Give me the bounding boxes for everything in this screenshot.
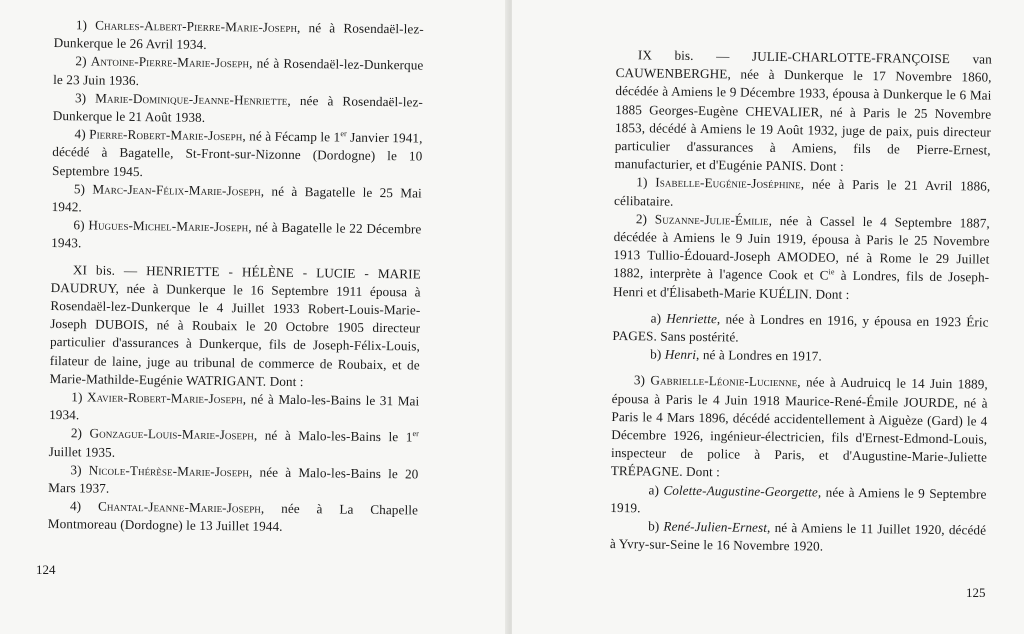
child-name: Marc-Jean-Félix-Marie-Joseph bbox=[92, 181, 261, 199]
child-name: Marie-Dominique-Jeanne-Henriette bbox=[95, 90, 288, 108]
grandchild-entry: b) Henri, né à Londres en 1917. bbox=[650, 346, 822, 364]
grandchild-entry: a) Henriette, née à Londres en 1916, y épousa en 1923 Éric PAGES. Sans postérité. bbox=[612, 310, 989, 345]
section-xi-bis: XI bis. — HENRIETTE - HÉLÈNE - LUCIE - MARIE DAUDRUY, née à Dunkerque le 16 Septembre 1911 épousa à Rosendaël-lez-Dunkerque le 4 Juillet 1933 Robert-Louis-Marie-Joseph DUBOIS, né à Roubaix le 20 Octobre 1905 directeur particulier d'assurances à Dunkerque, fils de Joseph-Félix-Louis, filateur de laine, juge au tribunal de commerce de Roubaix, et de Marie-Mathilde-Eugénie WATRIGANT. Dont : bbox=[49, 261, 421, 389]
child-entry: 3) Gabrielle-Léonie-Lucienne, née à Audruicq le 14 Juin 1889, épousa à Paris le 4 Juin 1918 Maurice-René-Émile JOURDE, né à Paris le 4 Mars 1896, décédé accidentellement à Aiguèze (Gard) le 4 Décembre 1926, ingénieur-électricien, fils d'Ernest-Edmond-Louis, inspecteur de police à Paris, et d'Augustine-Marie-Juliette TRÉPAGNE. Dont : bbox=[610, 372, 988, 480]
child-entry: 3) Nicole-Thérèse-Marie-Joseph, née à Malo-les-Bains le 20 Mars 1937. bbox=[48, 462, 419, 496]
child-name: Hugues-Michel-Marie-Joseph bbox=[88, 217, 249, 235]
child-entry: 3) Marie-Dominique-Jeanne-Henriette, née à Rosendaël-lez-Dunkerque le 21 Août 1938. bbox=[52, 90, 424, 125]
page-number: 124 bbox=[36, 562, 56, 577]
grandchild-name: Henriette bbox=[666, 310, 718, 327]
child-name: Antoine-Pierre-Marie-Joseph bbox=[90, 53, 250, 71]
child-entry: 4) Chantal-Jeanne-Marie-Joseph, née à La Chapelle Montmoreau (Dordogne) le 13 Juillet 1944. bbox=[47, 498, 419, 535]
child-entry: 6) Hugues-Michel-Marie-Joseph, né à Bagatelle le 22 Décembre 1943. bbox=[51, 217, 422, 251]
section-ix-bis: IX bis. — JULIE-CHARLOTTE-FRANÇOISE van CAUWENBERGHE, née à Dunkerque le 17 Novembre 1860, décédée à Amiens le 9 Décembre 1933, épousa à Dunkerque le 6 Mai 1885 Georges-Eugène CHEVALIER, né à Paris le 25 Novembre 1853, décédé à Amiens le 19 Août 1932, juge de paix, puis directeur particulier d'assurances à Amiens, fils de Pierre-Ernest, manufacturier, et d'Eugénie PANIS. Dont : bbox=[614, 47, 992, 175]
child-name: Gabrielle-Léonie-Lucienne bbox=[650, 372, 798, 390]
child-name: Nicole-Thérèse-Marie-Joseph bbox=[88, 462, 250, 480]
left-page bbox=[0, 0, 508, 634]
child-entry: 4) Pierre-Robert-Marie-Joseph, né à Fécamp le 1er Janvier 1941, décédé à Bagatelle, St-Front-sur-Nizonne (Dordogne) le 10 Septembre 1945. bbox=[52, 126, 423, 179]
child-name: Gonzague-Louis-Marie-Joseph bbox=[89, 425, 254, 443]
child-entry: 1) Xavier-Robert-Marie-Joseph, né à Malo-les-Bains le 31 Mai 1934. bbox=[49, 389, 420, 423]
left-page-text bbox=[48, 16, 424, 538]
child-entry: 5) Marc-Jean-Félix-Marie-Joseph, né à Bagatelle le 25 Mai 1942. bbox=[51, 181, 422, 215]
child-name: Suzanne-Julie-Émilie bbox=[654, 211, 769, 228]
grandchild-name: Henri bbox=[664, 346, 697, 363]
child-entry: 2) Gonzague-Louis-Marie-Joseph, né à Malo-les-Bains le 1er Juillet 1935. bbox=[48, 425, 419, 460]
child-entry: 2) Suzanne-Julie-Émilie, née à Cassel le 4 Septembre 1887, décédée à Amiens le 9 Juin 1919, épousa à Paris le 25 Novembre 1913 Tullio-Édouard-Joseph AMODEO, né à Rome le 29 Juillet 1882, interprète à l'agence Cook et $C^{ie}$ à Londres, fils de Joseph-Henri et d'Élisabeth-Marie KUÉLIN. Dont : bbox=[612, 211, 990, 302]
section-heading: IX bis. — JULIE-CHARLOTTE-FRANÇOISE van CAUWENBERGHE bbox=[615, 47, 992, 82]
page-number: 125 bbox=[966, 585, 986, 600]
grandchild-name: René-Julien-Ernest bbox=[663, 518, 768, 535]
child-name: Charles-Albert-Pierre-Marie-Joseph bbox=[95, 17, 298, 35]
grandchild-entry: b) René-Julien-Ernest, né à Amiens le 11 Juillet 1920, décédé à Yvry-sur-Seine le 16 Novembre 1920. bbox=[609, 518, 987, 554]
right-page-text bbox=[610, 46, 992, 558]
child-name: Xavier-Robert-Marie-Joseph bbox=[86, 389, 243, 407]
child-name: Isabelle-Eugénie-Joséphine bbox=[655, 174, 801, 192]
section-heading: XI bis. — HENRIETTE - HÉLÈNE - LUCIE - MARIE DAUDRUY bbox=[50, 261, 421, 296]
child-name: Chantal-Jeanne-Marie-Joseph bbox=[97, 498, 262, 516]
child-name: Pierre-Robert-Marie-Joseph bbox=[89, 126, 243, 144]
grandchild-entry: a) Colette-Augustine-Georgette, née à Amiens le 9 Septembre 1919. bbox=[610, 482, 987, 516]
child-entry: 2) Antoine-Pierre-Marie-Joseph, né à Rosendaël-lez-Dunkerque le 23 Juin 1936. bbox=[53, 53, 424, 88]
child-entry: 1) Isabelle-Eugénie-Joséphine, née à Paris le 21 Avril 1886, célibataire. bbox=[614, 174, 991, 209]
right-page bbox=[512, 0, 1024, 634]
child-entry: 1) Charles-Albert-Pierre-Marie-Joseph, né à Rosendaël-lez-Dunkerque le 26 Avril 1934. bbox=[53, 17, 424, 53]
grandchild-name: Colette-Augustine-Georgette bbox=[663, 482, 819, 500]
